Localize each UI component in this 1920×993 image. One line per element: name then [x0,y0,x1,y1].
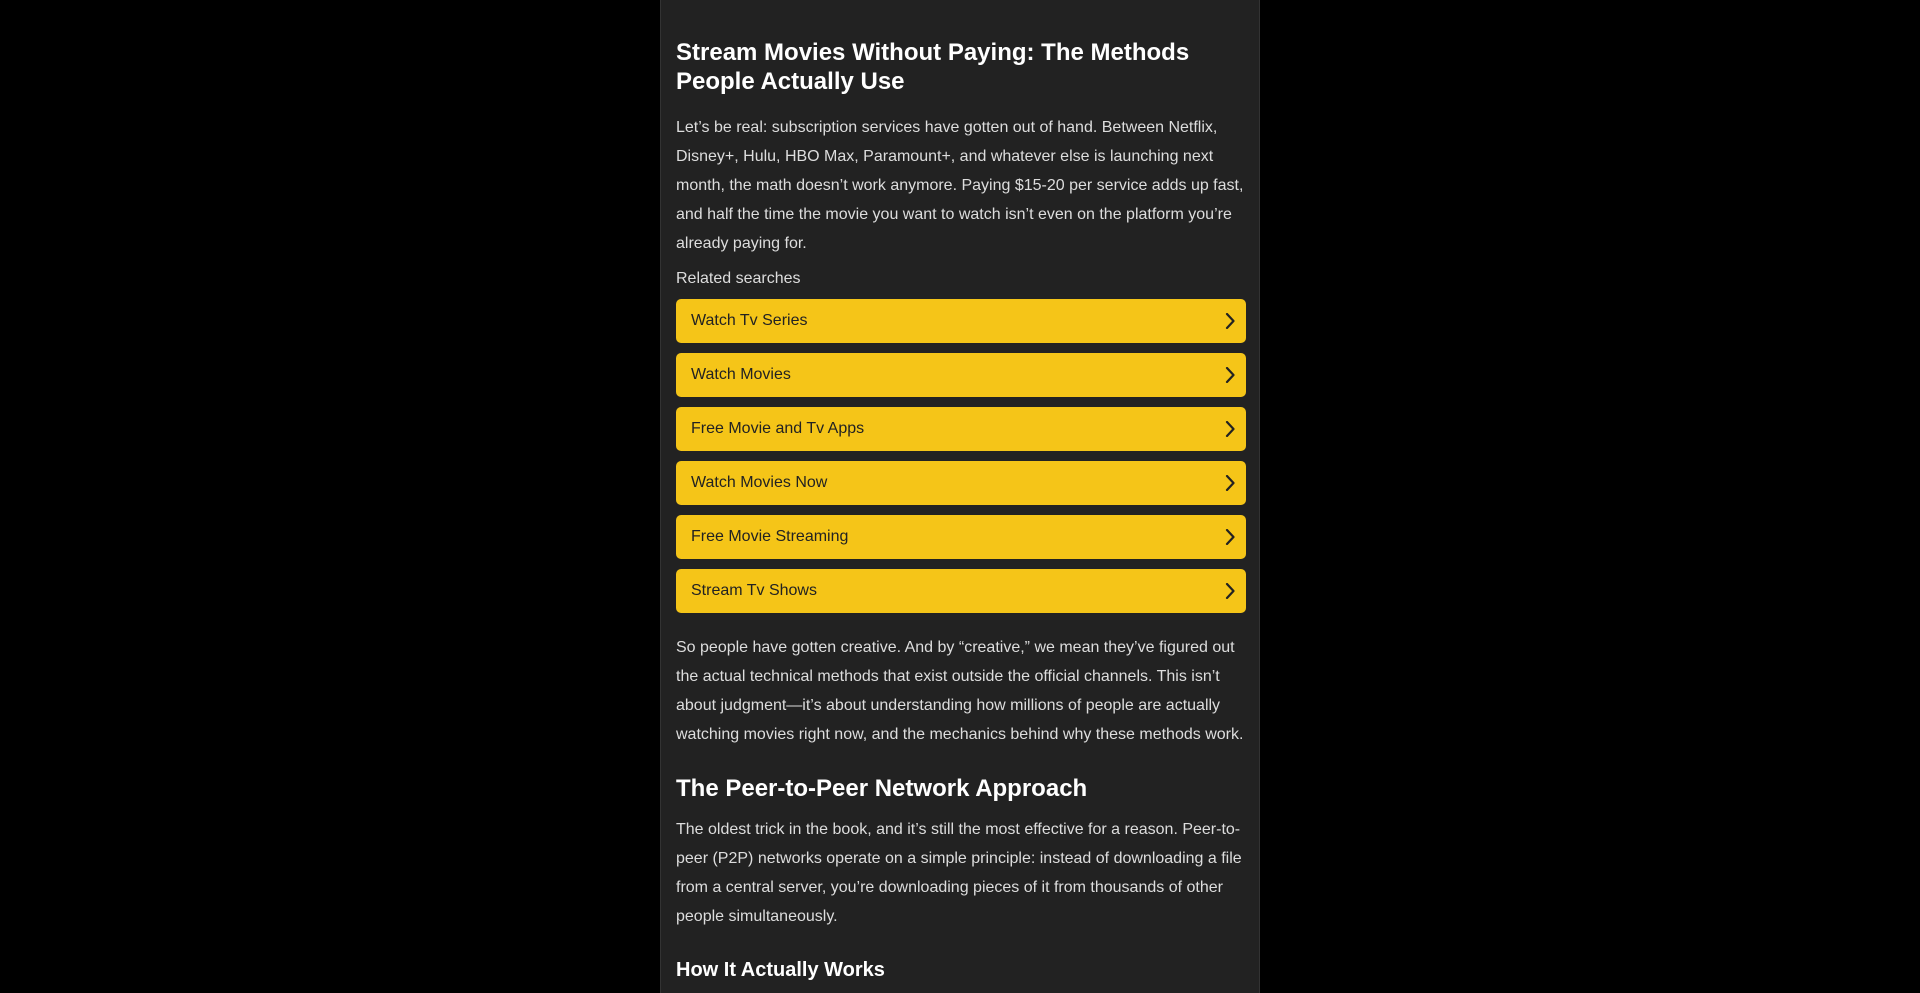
chevron-right-icon [1222,581,1238,601]
chevron-right-icon [1222,419,1238,439]
related-search-item[interactable] [676,353,1246,397]
body-paragraph: So people have gotten creative. And by “creative,” we mean they’ve figured out the actual technical methods that exist outside the official channels. This isn’t about judgment—it’s about understanding how millions of people are actually watching movies right now, and the mechanics behind why these methods work. [676,639,1244,743]
related-search-item[interactable] [676,299,1246,343]
chevron-right-icon [1222,527,1238,547]
intro-paragraph: Let’s be real: subscription services have gotten out of hand. Between Netflix, Disney+, Hulu, HBO Max, Paramount+, and whatever else is launching next month, the math doesn’t work anymore. Paying $15-20 per service adds up fast, and half the time the movie you want to watch isn’t even on the platform you’re already paying for. [676,119,1244,252]
related-searches-label: Related searches [676,270,801,287]
related-search-item[interactable] [676,569,1246,613]
related-search-item[interactable] [676,461,1246,505]
section-paragraph: The oldest trick in the book, and it’s still the most effective for a reason. Peer-to-peer (P2P) networks operate on a simple principle: instead of downloading a file from a central server, you’re downloading pieces of it from thousands of other people simultaneously. [676,821,1242,925]
related-search-label: Watch Movies [691,366,791,383]
article-content [676,38,1246,982]
section-heading: The Peer-to-Peer Network Approach [676,775,1088,802]
article-page [660,0,1260,993]
related-search-item[interactable] [676,407,1246,451]
related-search-label: Free Movie and Tv Apps [691,420,865,437]
related-search-label: Watch Tv Series [691,312,808,329]
chevron-right-icon [1222,311,1238,331]
article-title: Stream Movies Without Paying: The Methods People Actually Use [676,39,1190,95]
related-search-label: Watch Movies Now [691,474,828,491]
subsection-heading: How It Actually Works [676,959,885,981]
related-search-item[interactable] [676,515,1246,559]
related-search-label: Stream Tv Shows [691,582,817,599]
chevron-right-icon [1222,473,1238,493]
related-search-label: Free Movie Streaming [691,528,849,545]
chevron-right-icon [1222,365,1238,385]
related-searches-list [676,299,1246,613]
